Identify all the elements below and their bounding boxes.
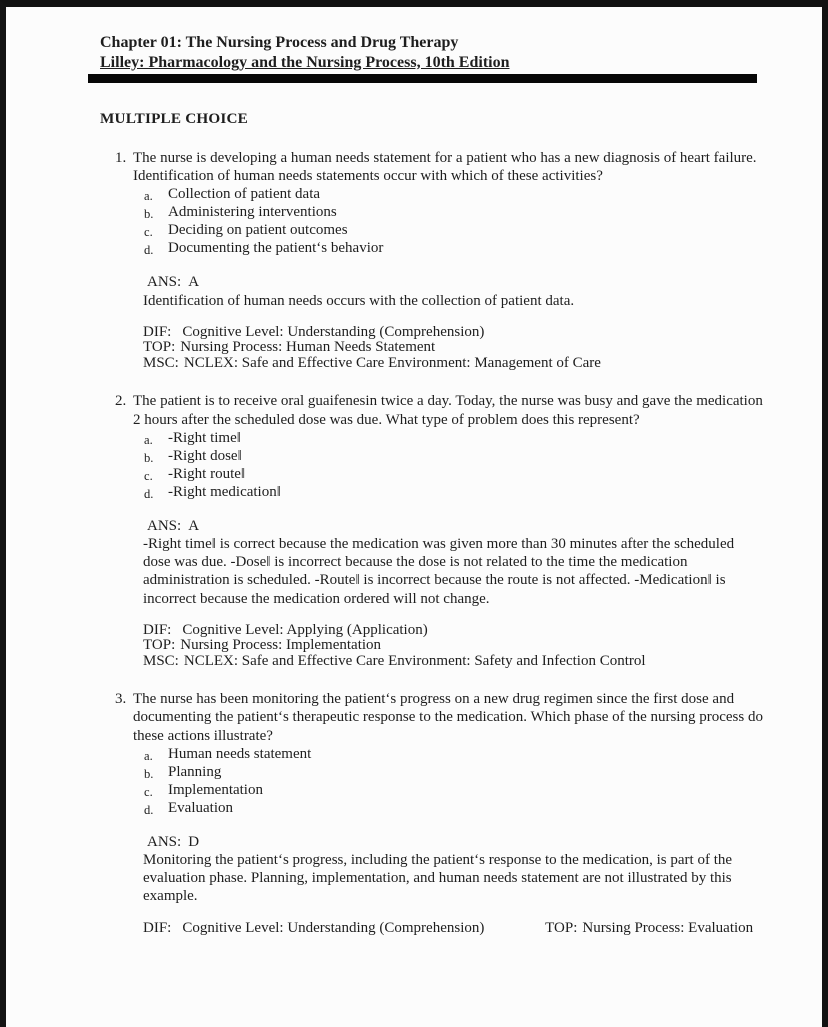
rationale-text: Identification of human needs occurs with the collection of patient data. (143, 292, 575, 309)
msc-label: MSC: (143, 354, 179, 371)
option-text: -Right route‖ (168, 465, 246, 482)
question-stem: The nurse is developing a human needs statement for a patient who has a new diagnosis of heart failure. Identification of human needs statements occur with which of these activities? (133, 150, 757, 185)
msc-label: MSC: (143, 652, 179, 669)
header-rule (88, 74, 757, 83)
option-row-c (144, 465, 766, 483)
msc-row (143, 356, 766, 372)
option-letter: c. (144, 225, 153, 240)
question-block-2 (100, 392, 766, 669)
option-text: Planning (168, 763, 222, 780)
question-meta (143, 623, 766, 670)
dif-pair (143, 920, 488, 936)
question-stem: The nurse has been monitoring the patient‘s progress on a new drug regimen since the first dose and documenting the patient‘s therapeutic response to the medication. Which phase of the nursing process do these actions illustrate? (133, 691, 763, 744)
rationale-text: -Right time‖ is correct because the medication was given more than 30 minutes after the scheduled dose was due. -Dose‖ is incorrect because the dose is not related to the time the medication administration is scheduled. -Route‖ is incorrect because the route is not affected. -Medication‖ is incorrect because the medication ordered will not change. (143, 535, 735, 607)
option-letter: c. (144, 468, 153, 483)
top-pair (545, 920, 753, 936)
option-row-b (144, 203, 766, 221)
option-text: Deciding on patient outcomes (168, 222, 348, 239)
page-content (6, 7, 822, 936)
question-meta (143, 921, 766, 937)
option-row-b (144, 447, 766, 465)
option-row-a (144, 429, 766, 447)
dif-label: DIF: (143, 919, 172, 936)
option-text: Collection of patient data (168, 186, 321, 203)
option-letter: d. (144, 802, 154, 817)
question-number: 3. (115, 691, 127, 708)
option-text: Implementation (168, 781, 263, 798)
top-row (143, 638, 766, 654)
section-heading: MULTIPLE CHOICE (100, 110, 249, 127)
top-label: TOP: (545, 919, 578, 936)
msc-value: NCLEX: Safe and Effective Care Environment: Safety and Infection Control (183, 652, 646, 669)
option-text: Human needs statement (168, 745, 312, 762)
top-label: TOP: (143, 339, 176, 356)
top-row (143, 340, 766, 356)
answer-options (100, 429, 766, 501)
question-block-3 (100, 690, 766, 936)
answer-line (143, 517, 766, 535)
top-label: TOP: (143, 637, 176, 654)
option-row-d (144, 483, 766, 501)
option-letter: d. (144, 486, 154, 501)
option-row-c (144, 221, 766, 239)
option-text: -Right dose‖ (168, 447, 242, 464)
msc-row (143, 654, 766, 670)
dif-row (143, 325, 766, 341)
question-row (100, 392, 766, 428)
option-letter: d. (144, 243, 154, 258)
option-row-a (144, 185, 766, 203)
option-text: Documenting the patient‘s behavior (168, 240, 384, 257)
answer-block (143, 517, 766, 670)
option-letter: b. (144, 450, 154, 465)
dif-label: DIF: (143, 621, 172, 638)
answer-line (143, 273, 766, 291)
answer-value: D (188, 833, 200, 850)
question-meta (143, 325, 766, 372)
top-value: Nursing Process: Implementation (180, 637, 382, 654)
dif-value: Cognitive Level: Applying (Application) (182, 621, 428, 638)
answer-options (100, 185, 766, 257)
question-stem: The patient is to receive oral guaifenesin twice a day. Today, the nurse was busy and gave the medication 2 hours after the scheduled dose was due. What type of problem does this represent? (133, 393, 763, 428)
option-row-a (144, 745, 766, 763)
answer-label: ANS: (147, 833, 182, 850)
book-edition-title: Lilley: Pharmacology and the Nursing Process, 10th Edition (100, 53, 510, 71)
chapter-title: Chapter 01: The Nursing Process and Drug Therapy (100, 34, 459, 51)
answer-label: ANS: (147, 517, 182, 534)
dif-value: Cognitive Level: Understanding (Comprehension) (182, 919, 485, 936)
option-text: -Right medication‖ (168, 483, 281, 500)
option-letter: b. (144, 766, 154, 781)
answer-value: A (188, 274, 200, 291)
question-row (100, 690, 766, 745)
option-letter: c. (144, 784, 153, 799)
option-text: Administering interventions (168, 204, 337, 221)
option-letter: b. (144, 207, 154, 222)
option-letter: a. (144, 432, 153, 447)
dif-top-row (143, 921, 766, 937)
dif-row (143, 623, 766, 639)
answer-options (100, 745, 766, 817)
question-number: 1. (115, 150, 127, 166)
answer-value: A (188, 517, 200, 534)
top-value: Nursing Process: Human Needs Statement (180, 339, 436, 356)
answer-block (143, 273, 766, 371)
option-letter: a. (144, 748, 153, 763)
answer-block (143, 833, 766, 936)
msc-value: NCLEX: Safe and Effective Care Environment: Management of Care (183, 354, 601, 371)
answer-line (143, 833, 766, 851)
option-row-b (144, 763, 766, 781)
rationale-text: Monitoring the patient‘s progress, including the patient‘s response to the medication, is part of the evaluation phase. Planning, implementation, and human needs statement are not illustrated by this example. (143, 852, 733, 905)
top-value: Nursing Process: Evaluation (582, 919, 754, 936)
dif-label: DIF: (143, 323, 172, 340)
option-row-c (144, 781, 766, 799)
question-number: 2. (115, 393, 127, 410)
question-block-1 (100, 149, 766, 371)
option-letter: a. (144, 189, 153, 204)
answer-label: ANS: (147, 274, 182, 291)
question-row (100, 149, 766, 185)
document-header (100, 33, 766, 83)
option-text: -Right time‖ (168, 429, 241, 446)
option-text: Evaluation (168, 799, 233, 816)
option-row-d (144, 799, 766, 817)
option-row-d (144, 239, 766, 257)
dif-value: Cognitive Level: Understanding (Comprehension) (182, 323, 485, 340)
